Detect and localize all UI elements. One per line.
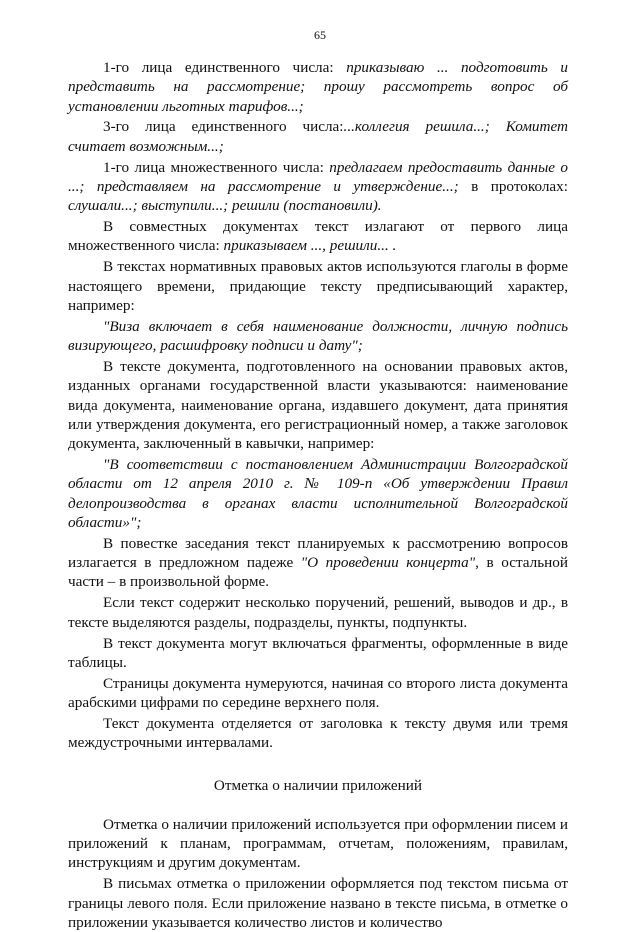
text-run: В повестке заседания текст планируемых к рассмотрению вопросов излагается в предложном падеже [68, 534, 568, 572]
italic-text-run: "Виза включает в себя наименование должности, личную подпись визирующего, расшифровку подписи и дату"; [68, 317, 568, 355]
section-heading: Отметка о наличии приложений [213, 776, 423, 794]
appendix-note-paragraph [68, 815, 568, 873]
body-paragraph [68, 217, 568, 256]
body-paragraph [68, 357, 568, 453]
text-run: Если текст содержит несколько поручений, решений, выводов и др., в тексте выделяются разделы, подразделы, пункты, подпункты. [68, 594, 568, 631]
body-paragraph [68, 593, 568, 632]
italic-text-run: приказываем ..., решили... . [223, 237, 397, 255]
document-body [68, 58, 568, 932]
text-run: Страницы документа нумеруются, начиная со второго листа документа арабскими цифрами по середине верхнего поля. [68, 674, 568, 712]
body-paragraph [68, 58, 568, 116]
italic-text-run: "В соответствии с постановлением Администрации Волгоградской области от 12 апреля 2010 г. № 109-п «Об утверждении Правил делопроизводства в органах власти исполнительной Волгоградской области»"; [68, 456, 568, 531]
italic-text-run: предлагаем предоставить данные о ...; представляем на рассмотрение и утверждение...; [68, 158, 568, 195]
italic-text-run: ...коллегия решила...; Комитет считает возможным...; [68, 118, 568, 155]
text-run: 3-го лица единственного числа: [103, 118, 344, 136]
text-run: В письмах отметка о приложении оформляется под текстом письма от границы левого поля. Если приложение названо в тексте письма, в отметке о приложении указывается количество листов и количество [68, 875, 568, 931]
italic-text-run: приказываю ... подготовить и представить на рассмотрение; прошу рассмотреть вопрос об установлении льготных тарифов...; [68, 59, 568, 115]
body-paragraph [68, 158, 568, 216]
page-number: 65 [314, 28, 326, 42]
text-run: В текстах нормативных правовых актов используются глаголы в форме настоящего времени, придающие тексту предписывающий характер, например: [68, 258, 568, 314]
body-paragraph [68, 257, 568, 315]
text-run: В текст документа могут включаться фрагменты, оформленные в виде таблицы. [68, 634, 568, 671]
body-paragraph [68, 455, 568, 532]
body-paragraph [68, 117, 568, 156]
text-run: Текст документа отделяется от заголовка к тексту двумя или тремя междустрочными интервалами. [68, 714, 568, 752]
body-text-top [68, 58, 568, 753]
text-run: Отметка о наличии приложений используется при оформлении писем и приложений к планам, программам, отчетам, положениям, правилам, инструкциям и другим документам. [68, 815, 568, 872]
italic-text-run: "О проведении концерта" [300, 554, 476, 572]
body-text-bottom [68, 815, 568, 932]
italic-text-run: слушали...; выступили...; решили (постановили). [68, 197, 382, 215]
text-run: , в остальной части – в произвольной форме. [68, 554, 568, 591]
body-paragraph [68, 317, 568, 356]
body-paragraph [68, 634, 568, 673]
text-run: В тексте документа, подготовленного на основании правовых актов, изданных органами государственной власти указываются: наименование вида документа, наименование органа, издавшего документ, дата принятия или утверждения документа, его регистрационный номер, а также заголовок документа, заключенный в кавычки, например: [68, 358, 568, 453]
text-run: 1-го лица единственного числа: [103, 59, 347, 76]
body-paragraph [68, 714, 568, 753]
text-run: в протоколах: [458, 177, 568, 195]
body-paragraph [68, 534, 568, 592]
body-paragraph [68, 674, 568, 713]
text-run: В совместных документах текст излагают от первого лица множественного числа: [68, 218, 568, 255]
appendix-note-paragraph [68, 874, 568, 932]
text-run: 1-го лица множественного числа: [103, 158, 330, 176]
